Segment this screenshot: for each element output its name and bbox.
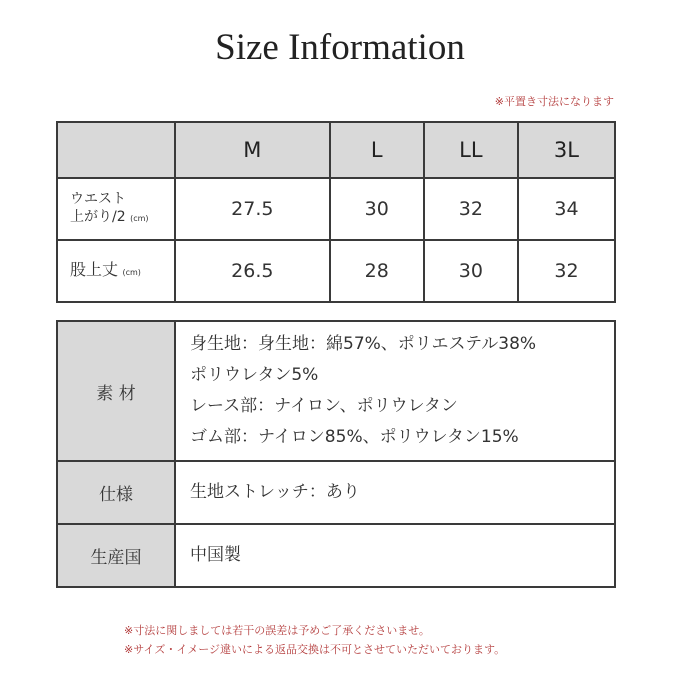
material-line: ゴム部：ナイロン85%、ポリウレタン15% (190, 427, 519, 447)
material-line: 身生地：身生地：綿57%、ポリエステル38% (190, 334, 537, 354)
size-header-row (57, 122, 615, 178)
row-label-line1: 股上丈 (70, 259, 119, 279)
header-size-3l: 3L (518, 122, 615, 178)
row-label-unit: (cm) (122, 267, 141, 277)
row-label-line2: 上がり/2 (70, 209, 126, 225)
cell-value: 30 (424, 240, 518, 302)
origin-label: 生産国 (57, 524, 175, 587)
material-label: 素 材 (57, 321, 175, 461)
cell-value: 28 (330, 240, 424, 302)
table-row (57, 461, 615, 524)
return-policy-note: ※サイズ・イメージ違いによる返品交換は不可とさせていただいております。 (124, 643, 506, 656)
material-value (175, 321, 615, 461)
header-size-l: L (330, 122, 424, 178)
origin-line: 中国製 (190, 545, 241, 565)
cell-value: 30 (330, 178, 424, 240)
measurement-error-note: ※寸法に関しましては若干の誤差は予めご了承くださいませ。 (124, 624, 430, 637)
origin-value (175, 524, 615, 587)
material-line: ポリウレタン5% (190, 365, 319, 385)
size-table (56, 121, 616, 303)
header-size-m: M (175, 122, 330, 178)
row-label-line1: ウエスト (70, 191, 126, 207)
row-label-unit: (cm) (130, 214, 149, 223)
page-title: Size Information (215, 27, 465, 68)
cell-value: 26.5 (175, 240, 330, 302)
cell-value: 32 (424, 178, 518, 240)
header-size-ll: LL (424, 122, 518, 178)
flat-measurement-note: ※平置き寸法になります (494, 95, 614, 108)
row-label-rise (57, 240, 175, 302)
cell-value: 34 (518, 178, 615, 240)
table-row (57, 321, 615, 461)
table-row (57, 524, 615, 587)
table-row (57, 178, 615, 240)
table-row (57, 240, 615, 302)
cell-value: 27.5 (175, 178, 330, 240)
material-line: レース部：ナイロン、ポリウレタン (190, 396, 458, 416)
spec-label: 仕様 (57, 461, 175, 524)
spec-line: 生地ストレッチ：あり (190, 482, 360, 502)
header-corner-cell (57, 122, 175, 178)
row-label-waist (57, 178, 175, 240)
spec-value (175, 461, 615, 524)
cell-value: 32 (518, 240, 615, 302)
material-table (56, 320, 616, 588)
